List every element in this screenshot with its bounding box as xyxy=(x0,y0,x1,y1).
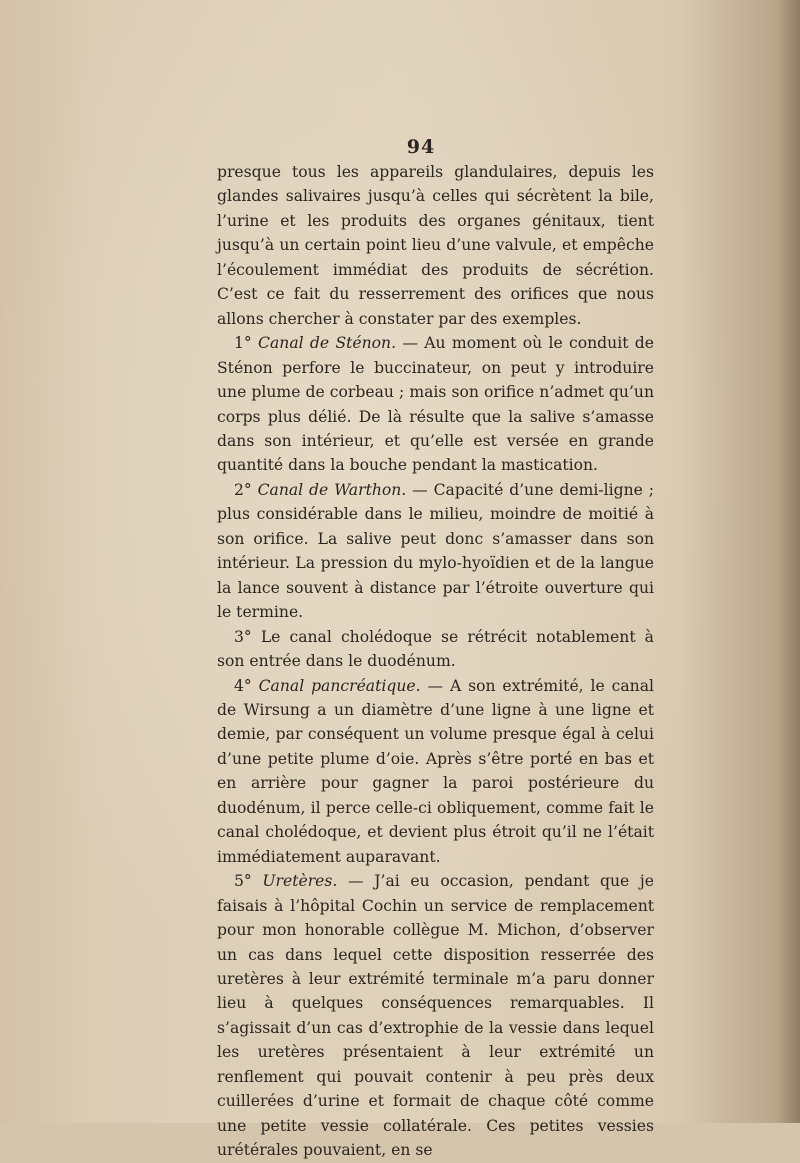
paragraph-title: Canal pancréatique. xyxy=(258,676,421,695)
body-text xyxy=(217,160,654,1163)
paragraph-text: Le canal cholédoque se rétrécit notablement à son entrée dans le duodénum. xyxy=(217,627,654,671)
paragraph-title: Canal de Warthon. xyxy=(257,480,407,499)
paragraph-number: 3° xyxy=(234,627,261,646)
paragraph-number: 4° xyxy=(234,676,259,695)
paragraph-text: — A son extrémité, le canal de Wirsung a un diamètre d’une ligne à une ligne et demie, par conséquent un volume presque égal à celui d’une petite plume d’oie. Après s’être porté en bas et en arrière pour gagner la paroi postérieure du duodénum, il perce celle-ci obliquement, comme fait le canal cholédoque, et devient plus étroit qu’il ne l’était immédiatement auparavant. xyxy=(217,676,654,866)
paragraph-number: 5° xyxy=(234,872,263,891)
paragraph-intro xyxy=(217,160,654,331)
paragraph-ureteres xyxy=(217,869,654,1162)
paragraph-text: presque tous les appareils glandulaires, depuis les glandes salivaires jusqu’à celles qui sécrètent la bile, l’urine et les produits des organes génitaux, tient jusqu’à un certain point lieu d’une valvule, et empêche l’écoulement immédiat des produits de sécrétion. C’est ce fait du resserrement des orifices que nous allons chercher à constater par des exemples. xyxy=(217,163,654,328)
paragraph-number: 2° xyxy=(234,480,258,499)
paragraph-canal-choledoque xyxy=(217,625,654,674)
page-number: 94 xyxy=(406,136,436,158)
paragraph-canal-pancreatique xyxy=(217,674,654,870)
paragraph-text: — J’ai eu occasion, pendant que je faisais à l’hôpital Cochin un service de remplacement pour mon honorable collègue M. Michon, d’observer un cas dans lequel cette disposition resserrée des uretères à leur extrémité terminale m’a paru donner lieu à quelques conséquences remarquables. Il s’agissait d’un cas d’extrophie de la vessie dans lequel les uretères présentaient à leur extrémité un renflement qui pouvait contenir à peu près deux cuillerées d’urine et formait de chaque côté comme une petite vessie collatérale. Ces petites vessies urétérales pouvaient, en se xyxy=(217,872,654,1160)
paragraph-canal-stenon xyxy=(217,331,654,478)
paragraph-number: 1° xyxy=(234,334,259,353)
paragraph-title: Canal de Sténon. xyxy=(258,334,397,353)
paragraph-canal-warthon xyxy=(217,478,654,625)
paragraph-title: Uretères. xyxy=(262,872,338,891)
paragraph-text: — Capacité d’une demi-ligne ; plus considérable dans le milieu, moindre de moitié à son orifice. La salive peut donc s’amasser dans son intérieur. La pression du mylo-hyoïdien et de la langue la lance souvent à distance par l’étroite ouverture qui le termine. xyxy=(217,480,654,622)
paragraph-text: — Au moment où le conduit de Sténon perfore le buccinateur, on peut y introduire une plume de corbeau ; mais son orifice n’admet qu’un corps plus délié. De là résulte que la salive s’amasse dans son intérieur, et qu’elle est versée en grande quantité dans la bouche pendant la mastication. xyxy=(217,334,654,475)
